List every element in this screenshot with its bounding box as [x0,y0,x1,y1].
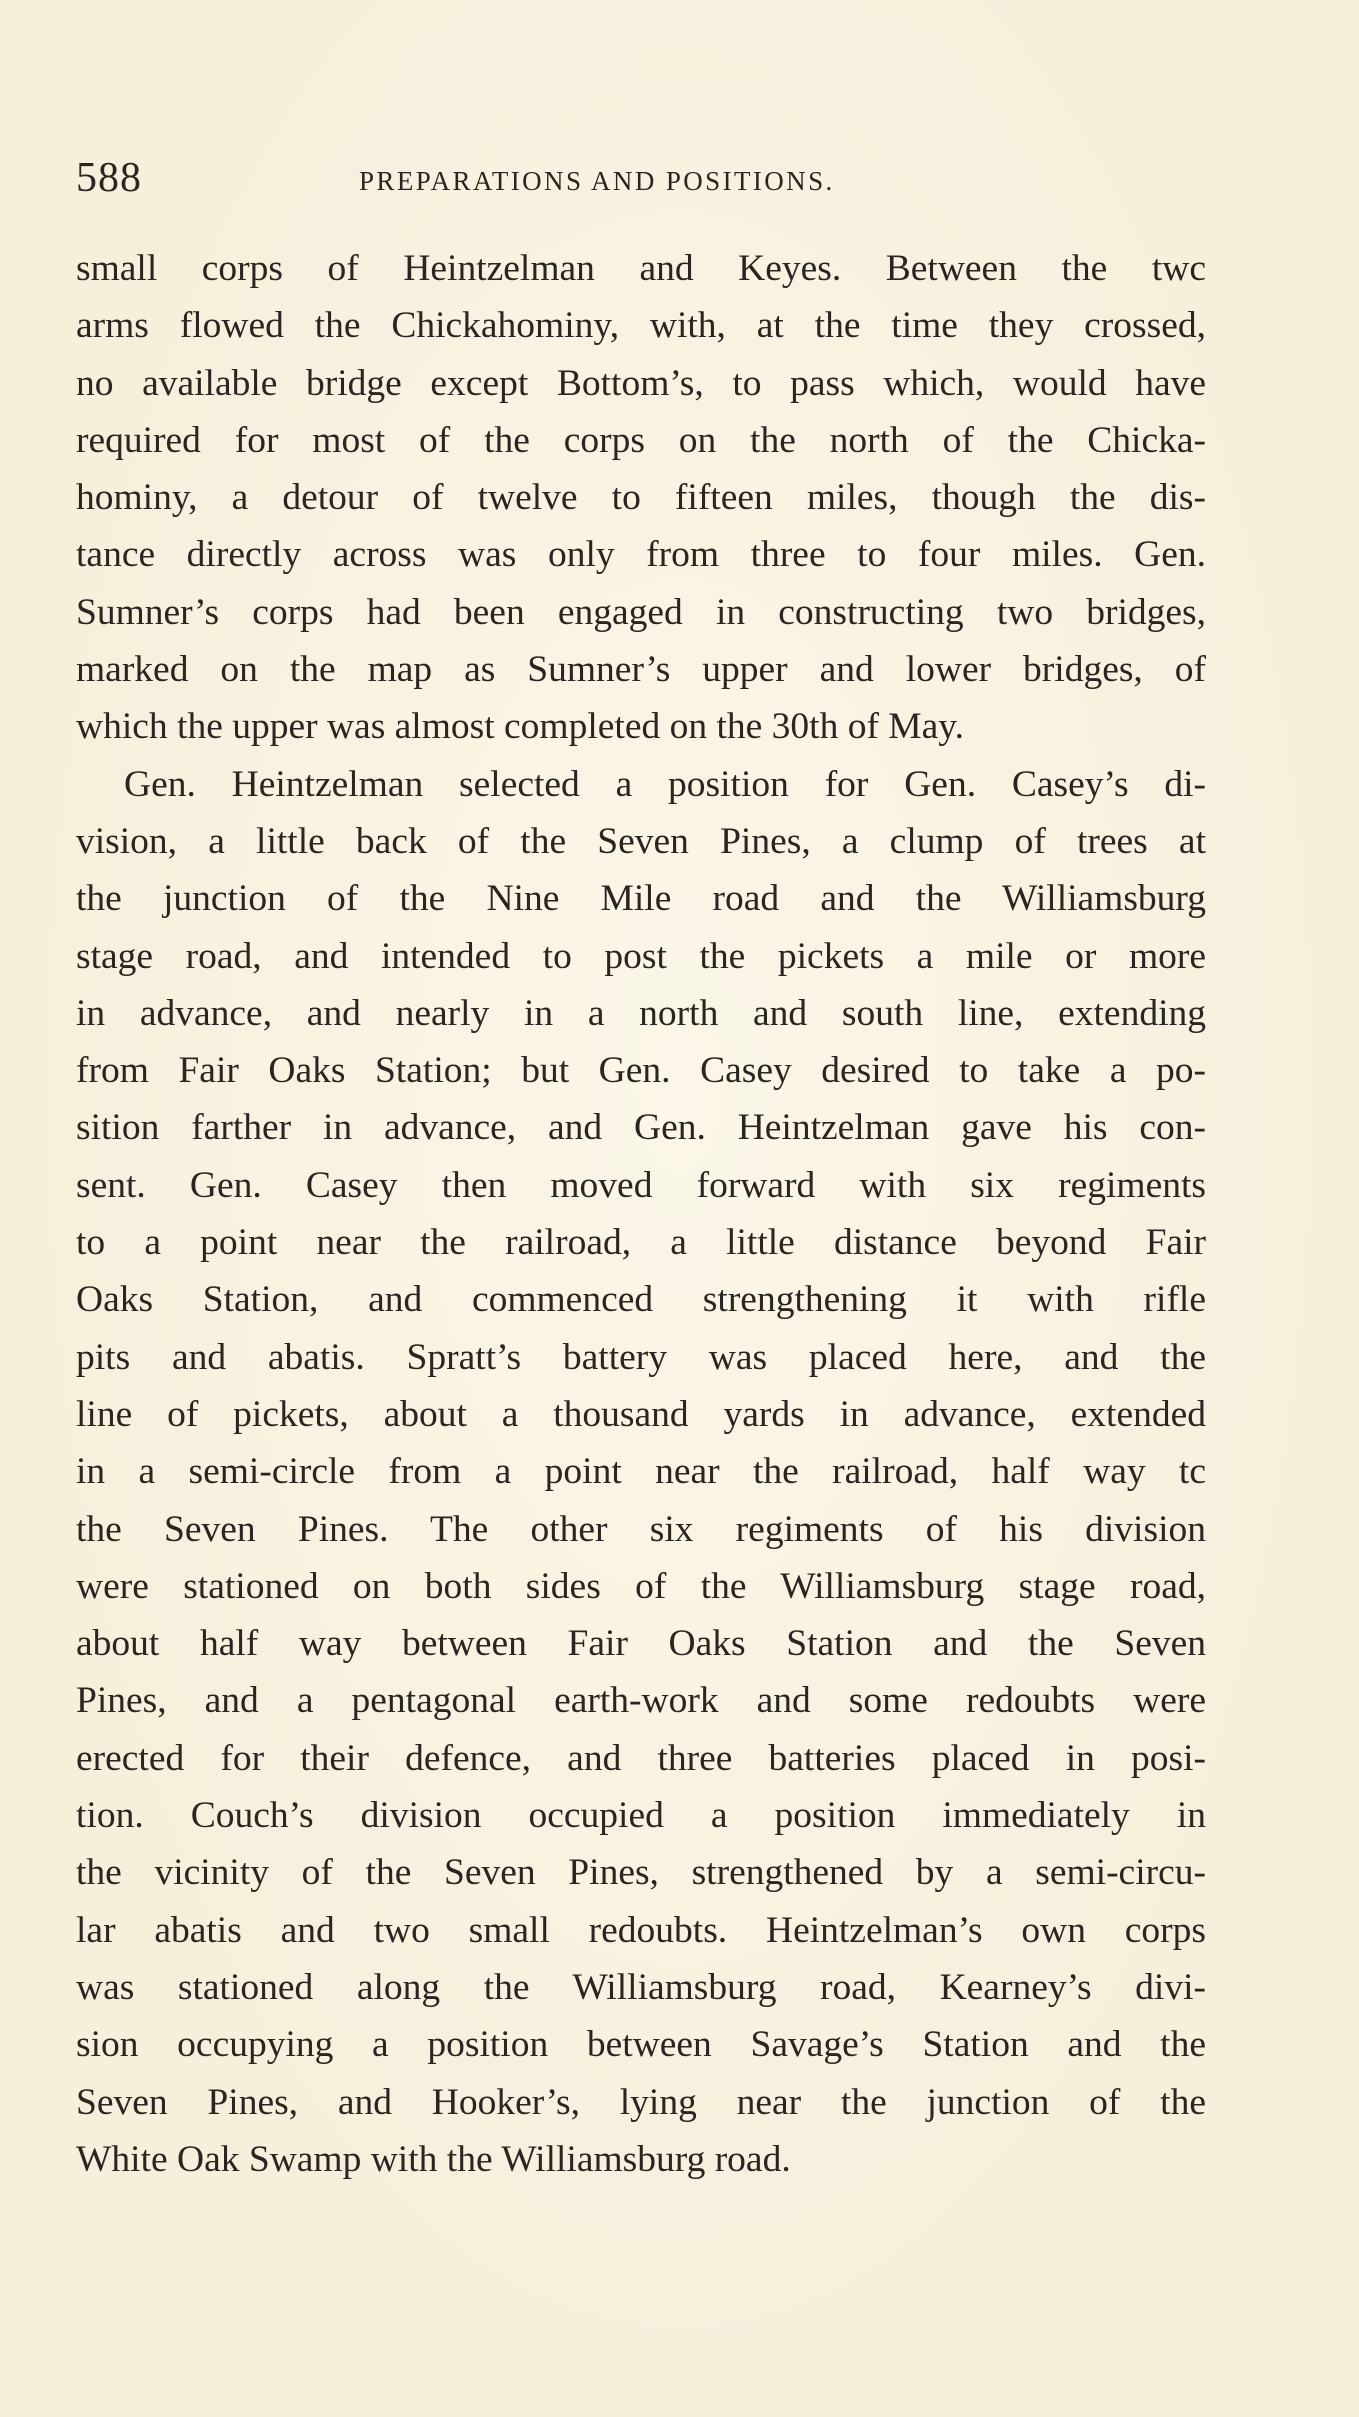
text-line: small corps of Heintzelman and Keyes. Between the twc [76,248,1206,289]
text-line: were stationed on both sides of the Williamsburg stage road, [76,1565,1206,1607]
body-text [76,240,1206,2188]
text-line: marked on the map as Sumner’s upper and lower bridges, of [76,649,1206,691]
text-line: Oaks Station, and commenced strengthening it with rifle [76,1279,1206,1321]
text-line: the junction of the Nine Mile road and the Williamsburg [76,878,1206,920]
text-line: Gen. Heintzelman selected a position for Gen. Casey’s di- [124,763,1206,805]
text-line: from Fair Oaks Station; but Gen. Casey desired to take a po- [76,1050,1206,1092]
text-line: Seven Pines, and Hooker’s, lying near the junction of the [76,2081,1206,2123]
text-line: Sumner’s corps had been engaged in constructing two bridges, [76,591,1206,633]
text-line: White Oak Swamp with the Williamsburg road. [76,2138,791,2180]
text-line: sent. Gen. Casey then moved forward with six regiments [76,1164,1206,1206]
page-number: 588 [76,155,142,201]
text-line: in advance, and nearly in a north and south line, extending [76,992,1206,1034]
text-line: lar abatis and two small redoubts. Heintzelman’s own corps [76,1909,1206,1951]
text-line: in a semi-circle from a point near the railroad, half way tc [76,1451,1206,1493]
text-line: about half way between Fair Oaks Station and the Seven [76,1623,1206,1665]
page-header [76,150,1206,210]
text-line: the vicinity of the Seven Pines, strengthened by a semi-circu- [76,1852,1206,1894]
text-line: required for most of the corps on the north of the Chicka- [76,419,1206,461]
text-line: which the upper was almost completed on the 30th of May. [76,706,964,748]
text-line: to a point near the railroad, a little distance beyond Fair [76,1222,1206,1264]
text-line: sion occupying a position between Savage’s Station and the [76,2024,1206,2066]
text-line: erected for their defence, and three batteries placed in posi- [76,1737,1206,1779]
text-line: the Seven Pines. The other six regiments of his division [76,1508,1206,1550]
text-line: hominy, a detour of twelve to fifteen miles, though the dis- [76,477,1206,519]
text-line: pits and abatis. Spratt’s battery was placed here, and the [76,1336,1206,1378]
paragraph-1 [76,240,1206,756]
text-line: tion. Couch’s division occupied a position immediately in [76,1795,1206,1837]
running-head: PREPARATIONS AND POSITIONS. [359,166,835,196]
text-line: Pines, and a pentagonal earth-work and some redoubts were [76,1680,1206,1722]
text-line: vision, a little back of the Seven Pines, a clump of trees at [76,820,1206,862]
text-line: line of pickets, about a thousand yards in advance, extended [76,1393,1206,1435]
text-line: tance directly across was only from three to four miles. Gen. [76,534,1206,576]
paragraph-2 [76,756,1206,2188]
text-line: was stationed along the Williamsburg road, Kearney’s divi- [76,1966,1206,2008]
text-line: no available bridge except Bottom’s, to pass which, would have [76,362,1206,404]
text-line: arms flowed the Chickahominy, with, at the time they crossed, [76,305,1206,347]
text-line: sition farther in advance, and Gen. Heintzelman gave his con- [76,1107,1206,1149]
text-line: stage road, and intended to post the pickets a mile or more [76,935,1206,977]
